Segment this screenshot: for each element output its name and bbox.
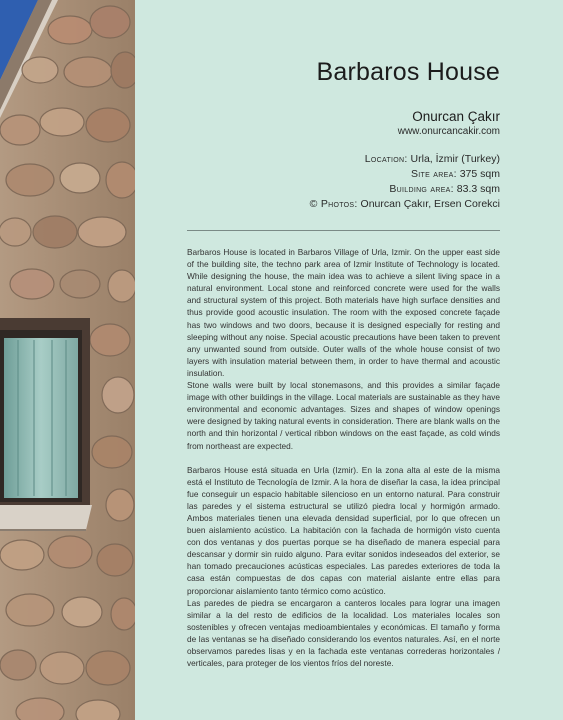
credit-value: 83.3 sqm (456, 183, 500, 195)
credit-building-area (310, 182, 500, 197)
paragraph-en-2: Stone walls were built by local stonemasons, and this provides a similar façade image with other buildings in the village. Local materials are sustainable as they have environmental and economic advantages. Sizes and shapes of window openings were designed by taking natural events in consideration. There are blank walls on the north and thin horizontal / vertical ribbon windows on the east façade, as cold winds from northeast are expected. (187, 380, 501, 451)
page-title: Barbaros House (316, 58, 500, 86)
credit-location (310, 152, 500, 167)
paragraph-es-1: Barbaros House está situada en Urla (Izmir). En la zona alta al este de la misma está el Instituto de Tecnología de Izmir. A la hora de diseñar la casa, la idea principal fue conseguir un espacio habitable silencioso en un entorno natural. Para construir las paredes y el sistema estructural se utilizó piedra local y hormigón armado. Ambos materiales tienen una elevada densidad superficial, por lo que ofrecen un buen aislamiento acústico. La habitación con la fachada de hormigón visto cuenta con dos ventanas y dos puertas porque se ha diseñado de manera especial para descansar y dormir sin ruido alguno. Para evitar sonidos indeseados del exterior, se han tomado precauciones acústicas especiales. Las paredes exteriores de toda la casa están compuestas de dos capas con material aislante entre ellas para proporcionar aislamiento tanto térmico como acústico. (187, 464, 500, 596)
credit-value: Onurcan Çakır, Ersen Corekci (360, 198, 500, 210)
project-credits (310, 152, 500, 212)
credit-label: Location: (364, 153, 408, 165)
author-name: Onurcan Çakır (412, 109, 500, 124)
credit-site-area (310, 167, 500, 182)
credit-value: 375 sqm (459, 168, 500, 180)
divider (187, 230, 500, 231)
paragraph-es-2: Las paredes de piedra se encargaron a canteros locales para lograr una imagen similar a la del resto de edificios de la localidad. Los materiales locales son sostenibles y ofrecen ventajas medioambientales y económicas. El tamaño y forma de las ventanas se ha diseñado considerando los eventos naturales. Así, en el norte observamos paredes lisas y en la fachada este ventanas correderas horizontales / verticales, para proteger de los vientos fríos del noreste. (187, 597, 500, 669)
credit-value: Urla, İzmir (Turkey) (410, 153, 500, 165)
paragraph-en-1: Barbaros House is located in Barbaros Village of Urla, Izmir. On the upper east side of the building site, the techno park area of Izmir Institute of Technology is located. While designing the house, the main idea was to achieve a silent living space in a natural environment. Local stone and reinforced concrete were used for the walls and structural system of this project. Both materials have high surface densities and thus provide good acoustic insulation. The room with the exposed concrete façade has two windows and two doors, because it is designed especially for resting and sleeping without any noise. Special acoustic precautions have been taken to prevent any unwanted sound from outside. Outer walls of the whole house consist of two layers with insulation material between them, in order to have thermal and acoustic insulation. (187, 247, 500, 378)
credit-label: Building area: (389, 183, 454, 195)
credit-photos (310, 197, 500, 212)
article-body (187, 246, 500, 669)
paragraph-gap (187, 452, 500, 464)
house-photo (0, 0, 135, 720)
credit-label: © Photos: (309, 198, 358, 210)
credit-label: Site area: (411, 168, 457, 180)
author-website: www.onurcancakir.com (397, 126, 500, 137)
